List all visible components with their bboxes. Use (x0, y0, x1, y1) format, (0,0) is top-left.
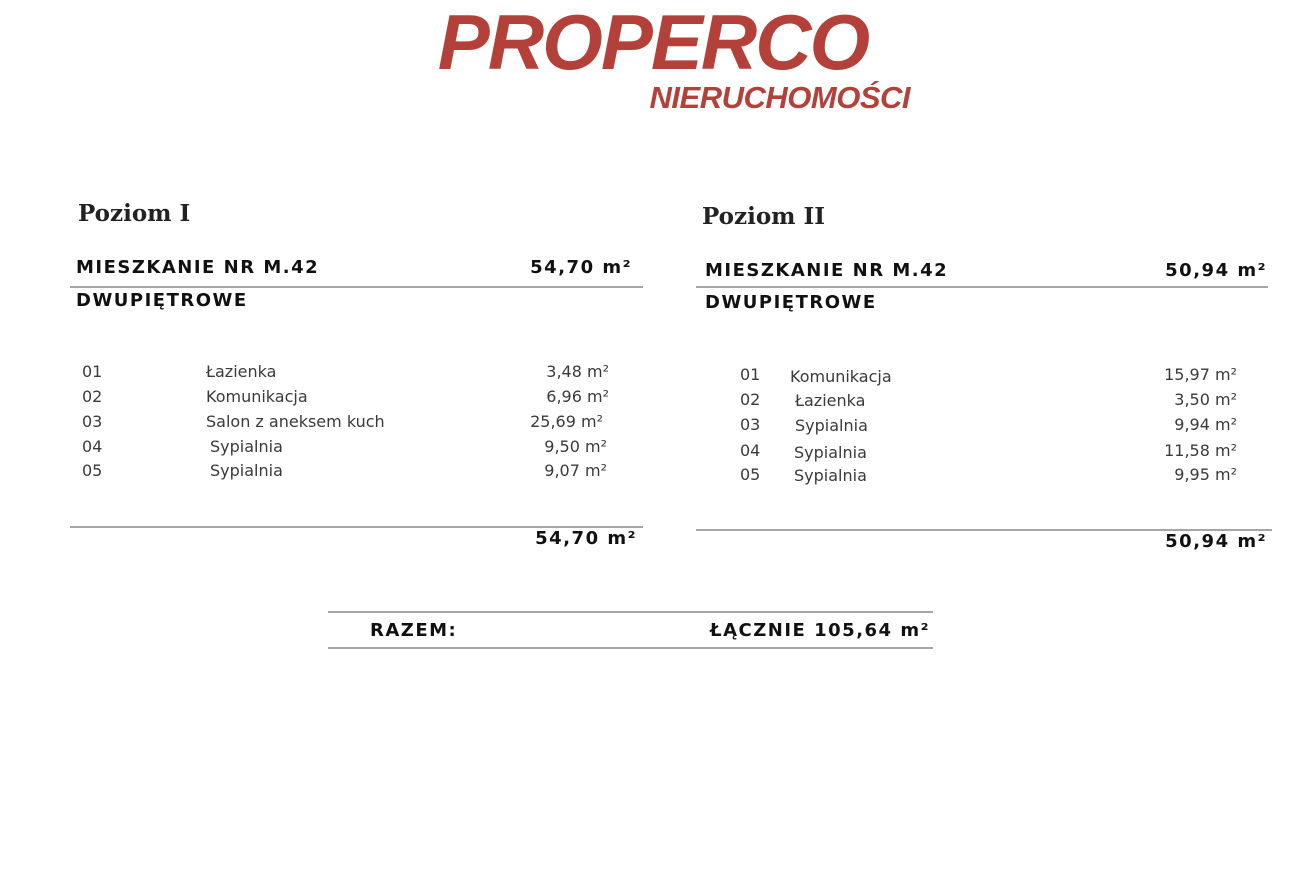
room-name: Sypialnia (794, 466, 867, 485)
room-area: 25,69 m² (530, 412, 603, 431)
room-number: 02 (82, 387, 103, 406)
level-2-apartment-name: MIESZKANIE NR M.42 (705, 260, 949, 281)
room-area: 11,58 m² (1164, 441, 1237, 460)
logo-tagline: NIERUCHOMOŚCI (649, 80, 910, 115)
room-area: 9,07 m² (544, 461, 607, 480)
summary-top-rule (328, 611, 933, 613)
level-2-header-rule (696, 286, 1268, 288)
level-2-apartment-area: 50,94 m² (1165, 260, 1267, 281)
room-area: 15,97 m² (1164, 365, 1237, 384)
room-number: 03 (82, 412, 103, 431)
room-area: 3,50 m² (1174, 390, 1237, 409)
room-name: Łazienka (206, 362, 277, 381)
room-area: 9,50 m² (544, 437, 607, 456)
room-area: 9,95 m² (1174, 465, 1237, 484)
level-1-apartment-name: MIESZKANIE NR M.42 (76, 257, 320, 278)
room-name: Komunikacja (206, 387, 308, 406)
level-1-header-rule (70, 286, 643, 288)
room-number: 01 (740, 365, 761, 384)
room-area: 6,96 m² (546, 387, 609, 406)
room-number: 02 (740, 390, 761, 409)
summary-label: RAZEM: (370, 620, 458, 641)
company-logo (0, 0, 1307, 120)
room-number: 04 (82, 437, 103, 456)
room-name: Komunikacja (790, 367, 892, 386)
level-1-apartment-type: DWUPIĘTROWE (76, 290, 248, 311)
level-1-total-area: 54,70 m² (535, 528, 637, 549)
logo-wordmark: PROPERCO (437, 0, 869, 86)
room-name: Salon z aneksem kuch (206, 412, 385, 431)
room-area: 9,94 m² (1174, 415, 1237, 434)
room-name: Sypialnia (210, 461, 283, 480)
room-name: Sypialnia (210, 437, 283, 456)
room-number: 03 (740, 415, 761, 434)
level-2-title: Poziom II (702, 203, 826, 230)
room-name: Sypialnia (795, 416, 868, 435)
room-number: 05 (740, 465, 761, 484)
room-name: Łazienka (795, 391, 866, 410)
level-1-title: Poziom I (78, 200, 191, 227)
summary-total-area: ŁĄCZNIE 105,64 m² (710, 620, 930, 641)
summary-bottom-rule (328, 647, 933, 649)
level-1-apartment-area: 54,70 m² (530, 257, 632, 278)
room-number: 05 (82, 461, 103, 480)
level-2-total-area: 50,94 m² (1165, 531, 1267, 552)
room-area: 3,48 m² (546, 362, 609, 381)
room-number: 04 (740, 441, 761, 460)
room-name: Sypialnia (794, 443, 867, 462)
level-2-apartment-type: DWUPIĘTROWE (705, 292, 877, 313)
room-number: 01 (82, 362, 103, 381)
